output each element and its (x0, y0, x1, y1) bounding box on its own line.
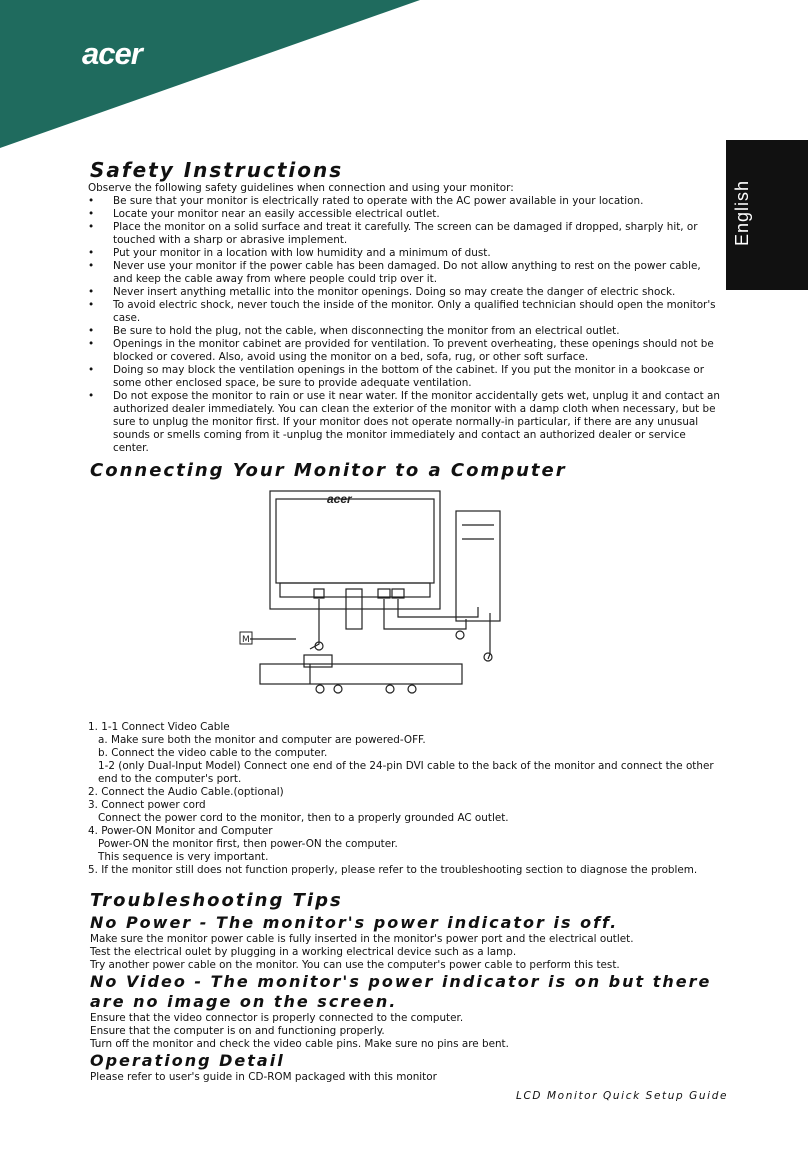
troubleshooting-title: Troubleshooting Tips (90, 890, 343, 911)
step-line: Power-ON the monitor first, then power-ON the computer. (98, 838, 398, 850)
language-tab-label: English (732, 179, 752, 246)
safety-item: • Doing so may block the ventilation openings in the bottom of the cabinet. If you put the monitor in a bookcase or some other enclosed space, be sure to provide adequate ventilation. (88, 364, 722, 390)
connecting-title: Connecting Your Monitor to a Computer (90, 460, 567, 481)
monitor-back (270, 491, 440, 609)
step-line: 5. If the monitor still does not function properly, please refer to the troubleshooting section to diagnose the problem. (88, 864, 698, 876)
step-line: 3. Connect power cord (88, 799, 206, 811)
safety-item: • Openings in the monitor cabinet are provided for ventilation. To prevent overheating, these openings should not be blocked or covered. Also, avoid using the monitor on a bed, sofa, rug, or other soft surface. (88, 338, 722, 364)
step-line: 1. 1-1 Connect Video Cable (88, 721, 230, 733)
connecting-steps (88, 721, 722, 877)
step-line: This sequence is very important. (98, 851, 269, 863)
document-body (90, 158, 722, 1084)
no-power-title: No Power - The monitor's power indicator is off. (90, 913, 619, 932)
safety-title: Safety Instructions (90, 158, 344, 182)
safety-item: • To avoid electric shock, never touch the inside of the monitor. Only a qualified technician should open the monitor's case. (88, 299, 722, 325)
safety-item: • Be sure to hold the plug, not the cable, when disconnecting the monitor from an electrical outlet. (88, 325, 722, 338)
step-line: b. Connect the video cable to the computer. (98, 747, 328, 759)
step-line: a. Make sure both the monitor and computer are powered-OFF. (98, 734, 426, 746)
no-video-title: No Video - The monitor's power indicator is on but there are no image on the screen. (90, 972, 712, 1011)
operation-title: Operationg Detail (90, 1051, 285, 1070)
safety-item: • Never use your monitor if the power cable has been damaged. Do not allow anything to rest on the power cable, and keep the cable away from where people could trip over it. (88, 260, 722, 286)
operation-text: Please refer to user's guide in CD-ROM packaged with this monitor (90, 1071, 437, 1083)
no-power-line: Test the electrical oulet by plugging in a working electrical device such as a lamp. (90, 946, 517, 958)
safety-intro: Observe the following safety guidelines when connection and using your monitor: (88, 182, 514, 194)
safety-item: • Locate your monitor near an easily accessible electrical outlet. (88, 208, 722, 221)
no-power-line: Make sure the monitor power cable is fully inserted in the monitor's power port and the electrical outlet. (90, 933, 634, 945)
safety-item: • Never insert anything metallic into the monitor openings. Doing so may create the danger of electric shock. (88, 286, 722, 299)
no-power-line: Try another power cable on the monitor. You can use the computer's power cable to perform this test. (90, 959, 620, 971)
connection-diagram-svg (90, 489, 722, 719)
monitor-logo: acer (327, 492, 352, 506)
no-video-line: Turn off the monitor and check the video cable pins. Make sure no pins are bent. (90, 1038, 509, 1050)
safety-list (88, 195, 722, 455)
no-video-line: Ensure that the computer is on and functioning properly. (90, 1025, 385, 1037)
pc-tower (456, 511, 500, 621)
footer-title: LCD Monitor Quick Setup Guide (516, 1090, 729, 1102)
safety-item: • Do not expose the monitor to rain or use it near water. If the monitor accidentally gets wet, unplug it and contact an authorized dealer immediately. You can clean the exterior of the monitor with a damp cloth when necessary, but be sure to unplug the monitor first. If your monitor does not operate normally-in particular, if there are any unusual sounds or smells coming from it -unplug the monitor immediately and contact an authorized dealer or service center. (88, 390, 722, 455)
step-line: 4. Power-ON Monitor and Computer (88, 825, 273, 837)
header-banner (0, 0, 808, 150)
no-video-line: Ensure that the video connector is properly connected to the computer. (90, 1012, 464, 1024)
connection-diagram (90, 489, 722, 719)
step-line: 1-2 (only Dual-Input Model) Connect one end of the 24-pin DVI cable to the back of the monitor and connect the other end to the computer's port. (98, 760, 714, 785)
safety-item: • Put your monitor in a location with low humidity and a minimum of dust. (88, 247, 722, 260)
cable-m-label: M (242, 635, 250, 645)
safety-item: • Place the monitor on a solid surface and treat it carefully. The screen can be damaged if dropped, sharply hit, or touched with a sharp or abrasive implement. (88, 221, 722, 247)
acer-logo: acer (82, 36, 142, 71)
safety-item: • Be sure that your monitor is electrically rated to operate with the AC power available in your location. (88, 195, 722, 208)
step-line: 2. Connect the Audio Cable.(optional) (88, 786, 284, 798)
step-line: Connect the power cord to the monitor, then to a properly grounded AC outlet. (98, 812, 509, 824)
